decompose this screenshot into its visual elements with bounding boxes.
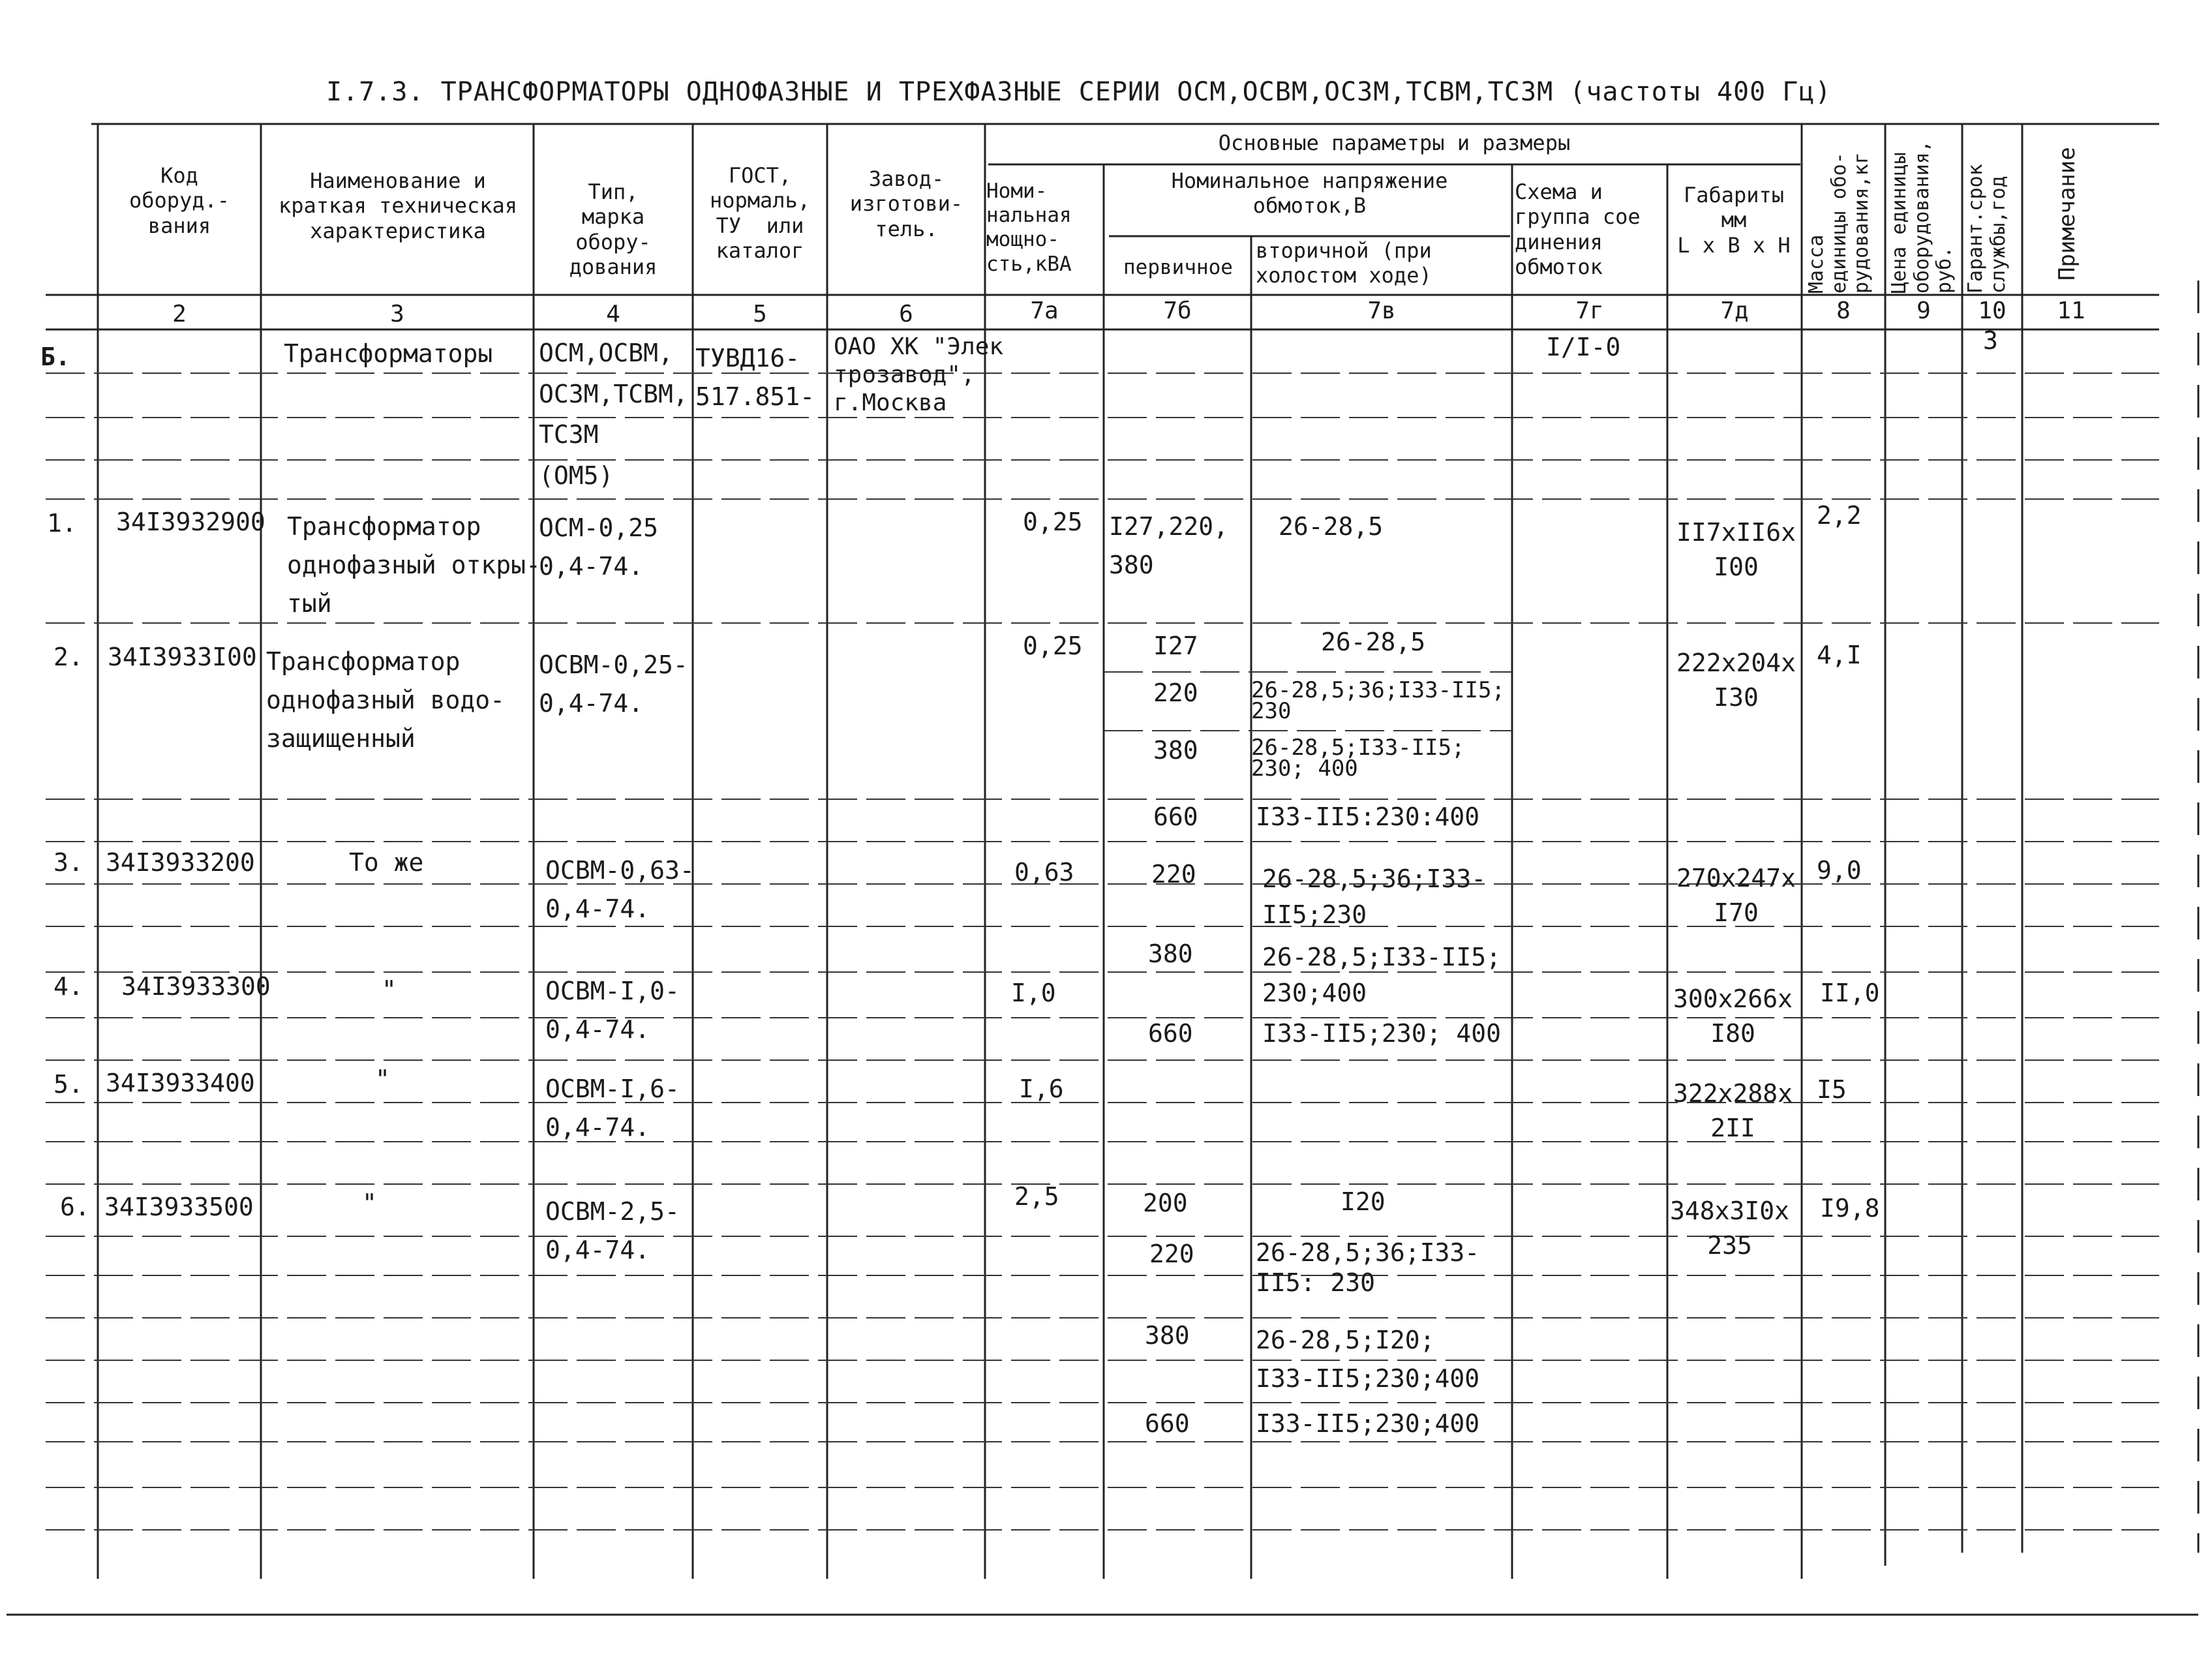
row-primary: I27,220, 380 [1109,512,1229,579]
row-name: " [375,1065,390,1093]
row-secondary: 26-28,5;I33-II5; 230; 400 [1251,735,1465,782]
row-secondary: I33-II5;230;400 [1256,1409,1480,1438]
row-number: 6. [60,1193,90,1221]
col-number-11: 11 [2057,297,2085,324]
section-name: Трансформаторы [284,339,493,368]
row-primary: 660 [1148,1019,1193,1048]
row-secondary: 26-28,5;36;I33- II5;230 [1262,864,1487,930]
row-dims: 222x204x I30 [1676,648,1796,712]
row-secondary: 26-28,5;I33-II5; 230;400 [1262,943,1502,1008]
col-number-4: 4 [606,301,620,328]
row-mass: I5 [1817,1075,1847,1104]
row-primary: 380 [1153,736,1198,765]
col-number-5: 5 [753,301,767,328]
section-gost: ТУВД16- 517.851- [695,344,815,411]
section-scheme: I/I-0 [1546,333,1621,361]
col-number-2: 2 [172,301,187,328]
row-secondary: 26-28,5 [1279,512,1384,541]
col-number-7v: 7в [1367,297,1396,324]
col-number-6: 6 [899,301,913,328]
col-number-3: 3 [390,301,404,328]
row-secondary: 26-28,5;36;I33-II5; 230 [1251,677,1505,725]
row-type: ОСВМ-I,0- 0,4-74. [545,977,680,1044]
row-number: 1. [47,509,77,538]
row-dims: 322x288x 2II [1673,1079,1793,1143]
row-power: 0,63 [1014,858,1074,887]
row-power: I,0 [1011,979,1056,1007]
row-code: 34I3933400 [106,1069,255,1097]
header-name: Наименование и краткая техническая характеристика [278,168,518,243]
row-primary: 380 [1145,1321,1190,1350]
header-warranty: Гарант.срок службы,год [1964,164,2010,294]
section-warranty: 3 [1983,326,1998,355]
col-number-7g: 7г [1575,297,1604,324]
header-maker: Завод- изготови- тель. [849,166,963,241]
col-number-7a: 7а [1030,297,1059,324]
col-number-8: 8 [1836,297,1851,324]
row-code: 34I3933300 [121,972,271,1001]
row-code: 34I3932900 [116,508,265,536]
section-label: Б. [40,343,70,371]
header-type: Тип, марка обору- дования [569,179,658,280]
row-code: 34I3933I00 [108,643,257,671]
row-secondary: 26-28,5;I20; I33-II5;230;400 [1256,1326,1480,1393]
header-note: Примечание [2054,147,2080,281]
header-main-params: Основные параметры и размеры [1218,130,1571,155]
header-scheme: Схема и группа сое динения обмоток [1515,179,1641,280]
header-dims: Габариты мм L x B x H [1677,183,1791,258]
row-primary: I27 [1153,632,1198,660]
header-gost: ГОСТ, нормаль, ТУ или каталог [709,163,811,264]
row-number: 3. [53,848,83,877]
header-power: Номи- нальная мощно- сть,кВА [986,179,1072,276]
row-mass: 2,2 [1817,501,1862,530]
col-number-7b: 7б [1163,297,1192,324]
header-mass: Масса единицы обо- рудования,кг [1805,152,1873,294]
row-mass: I9,8 [1820,1194,1880,1223]
row-primary: 220 [1151,860,1196,889]
row-name: Трансформатор однофазный откры- тый [287,512,541,618]
row-name: " [362,1189,377,1217]
row-number: 5. [53,1070,83,1099]
row-dims: 348x3I0x 235 [1670,1196,1790,1260]
row-primary: 220 [1153,678,1198,707]
section-maker: ОАО ХК "Элек трозавод", г.Москва [834,333,1004,417]
row-name: То же [349,848,424,877]
header-voltage: Номинальное напряжение обмоток,В [1171,168,1448,219]
row-primary: 380 [1148,939,1193,968]
row-secondary: 26-28,5 [1321,628,1426,656]
row-number: 2. [53,643,83,671]
row-primary: 200 [1143,1189,1188,1217]
row-power: I,6 [1019,1074,1064,1103]
col-number-9: 9 [1917,297,1931,324]
row-name: " [382,975,397,1004]
row-power: 0,25 [1023,508,1083,536]
row-type: ОСВМ-0,25- 0,4-74. [539,650,688,718]
row-secondary: 26-28,5;36;I33- II5: 230 [1256,1238,1480,1297]
row-primary: 660 [1153,802,1198,831]
row-type: ОСВМ-I,6- 0,4-74. [545,1074,680,1142]
section-type: ОСМ,ОСВМ, ОСЗМ,ТСВМ, ТСЗМ (ОМ5) [539,339,688,491]
row-mass: 9,0 [1817,856,1862,885]
row-type: ОСМ-0,25 0,4-74. [539,513,659,581]
row-power: 2,5 [1014,1182,1059,1211]
row-type: ОСВМ-0,63- 0,4-74. [545,856,695,923]
header-code: Код оборуд.- вания [129,163,230,238]
document-title: I.7.3. ТРАНСФОРМАТОРЫ ОДНОФАЗНЫЕ И ТРЕХФАЗНЫЕ СЕРИИ ОСМ,ОСВМ,ОСЗМ,ТСВМ,ТСЗМ (частоты 400 Гц) [326,77,1832,107]
row-dims: 270x247x I70 [1676,864,1796,928]
col-number-10: 10 [1978,297,2007,324]
row-type: ОСВМ-2,5- 0,4-74. [545,1197,680,1264]
row-name: Трансформатор однофазный водо- защищенный [266,647,506,753]
row-code: 34I3933200 [106,848,255,877]
row-code: 34I3933500 [104,1193,254,1221]
row-primary: 660 [1145,1409,1190,1438]
row-primary: 220 [1149,1240,1194,1268]
row-dims: 300x266x I80 [1673,984,1793,1048]
row-secondary: I33-II5:230:400 [1256,802,1480,831]
row-mass: II,0 [1820,979,1880,1007]
row-dims: II7xII6x I00 [1676,518,1796,582]
row-secondary: I20 [1341,1187,1386,1216]
row-mass: 4,I [1817,641,1862,669]
col-number-7d: 7д [1720,297,1749,324]
row-number: 4. [53,972,83,1001]
header-secondary: вторичной (при холостом ходе) [1256,238,1432,288]
row-secondary: I33-II5;230; 400 [1262,1019,1502,1048]
header-primary: первичное [1123,256,1233,279]
row-power: 0,25 [1023,632,1083,660]
header-price: Цена единицы оборудования, руб. [1888,140,1956,294]
